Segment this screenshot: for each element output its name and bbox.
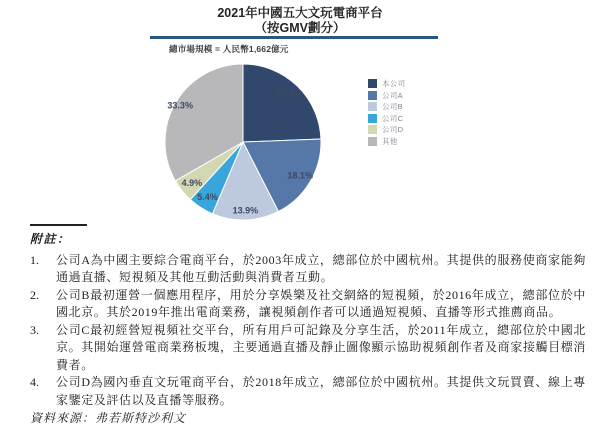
note-item-3 — [30, 322, 586, 375]
pie-data-label-1: 18.1% — [287, 170, 313, 181]
pie-chart — [163, 62, 323, 222]
legend-label: 公司C — [382, 113, 404, 123]
note-number: 1. — [30, 252, 39, 267]
legend-swatch — [368, 79, 377, 88]
title-divider-rule — [150, 36, 438, 39]
pie-data-label-5: 33.3% — [167, 100, 193, 111]
pie-slice-0 — [243, 64, 321, 142]
notes-divider-rule — [30, 224, 87, 226]
legend-swatch — [368, 91, 377, 100]
pie-data-label-2: 13.9% — [232, 205, 259, 216]
legend-label: 其他 — [382, 136, 398, 146]
chart-title — [0, 6, 600, 36]
legend-swatch — [368, 137, 377, 146]
legend-swatch — [368, 114, 377, 123]
legend-swatch — [368, 125, 377, 134]
legend-item-5 — [368, 136, 405, 148]
notes-list — [30, 252, 586, 410]
note-number: 4. — [30, 375, 39, 389]
note-item-4 — [30, 374, 586, 409]
legend-label: 本公司 — [382, 79, 406, 89]
note-item-2 — [30, 287, 586, 322]
legend-item-0 — [368, 78, 405, 90]
market-size-label: 總市場規模 = 人民幣1,662億元 — [169, 44, 289, 54]
pie-data-label-3: 5.4% — [197, 192, 218, 203]
pie-chart-area — [163, 62, 323, 222]
chart-title-line1: 2021年中國五大文玩電商平台 — [217, 6, 383, 20]
legend-item-3 — [368, 113, 405, 125]
note-number: 3. — [30, 322, 39, 337]
pie-data-label-0: 24.4% — [276, 88, 303, 99]
notes-section — [30, 224, 586, 428]
legend-item-1 — [368, 90, 405, 102]
chart-title-line2: （按GMV劃分） — [254, 21, 346, 35]
note-item-1 — [30, 252, 586, 287]
pie-data-label-4: 4.9% — [181, 178, 203, 188]
legend-item-2 — [368, 101, 405, 113]
legend-label: 公司A — [382, 90, 403, 100]
note-text: 公司C最初經營短視頻社交平台，所有用戶可記錄及分享生活，於2011年成立，總部位於中國北京。其開始運營電商業務板塊，主要通過直播及靜止圖像顯示協助視頻創作者及商家接觸目標消費者。 — [56, 322, 586, 372]
legend-swatch — [368, 102, 377, 111]
source-line: 資料來源：弗若斯特沙利文 — [30, 411, 187, 425]
note-text: 公司D為國內垂直文玩電商平台，於2018年成立，總部位於中國杭州。其提供文玩買賣、線上專家鑒定及評估以及直播等服務。 — [56, 375, 586, 407]
pie-legend — [368, 78, 405, 147]
note-text: 公司A為中國主要綜合電商平台，於2003年成立，總部位於中國杭州。其提供的服務使商家能夠通過直播、短視頻及其他互動活動與消費者互動。 — [56, 252, 586, 284]
note-text: 公司B最初運營一個應用程序，用於分享娛樂及社交網絡的短視頻，於2016年成立，總部位於中國北京。其於2019年推出電商業務，讓視頻創作者可以通過短視頻、直播等形式推薦商品。 — [56, 287, 586, 319]
note-number: 2. — [30, 287, 39, 302]
legend-label: 公司D — [382, 125, 404, 135]
legend-label: 公司B — [382, 102, 403, 112]
notes-heading: 附註： — [30, 231, 71, 246]
legend-item-4 — [368, 124, 405, 136]
